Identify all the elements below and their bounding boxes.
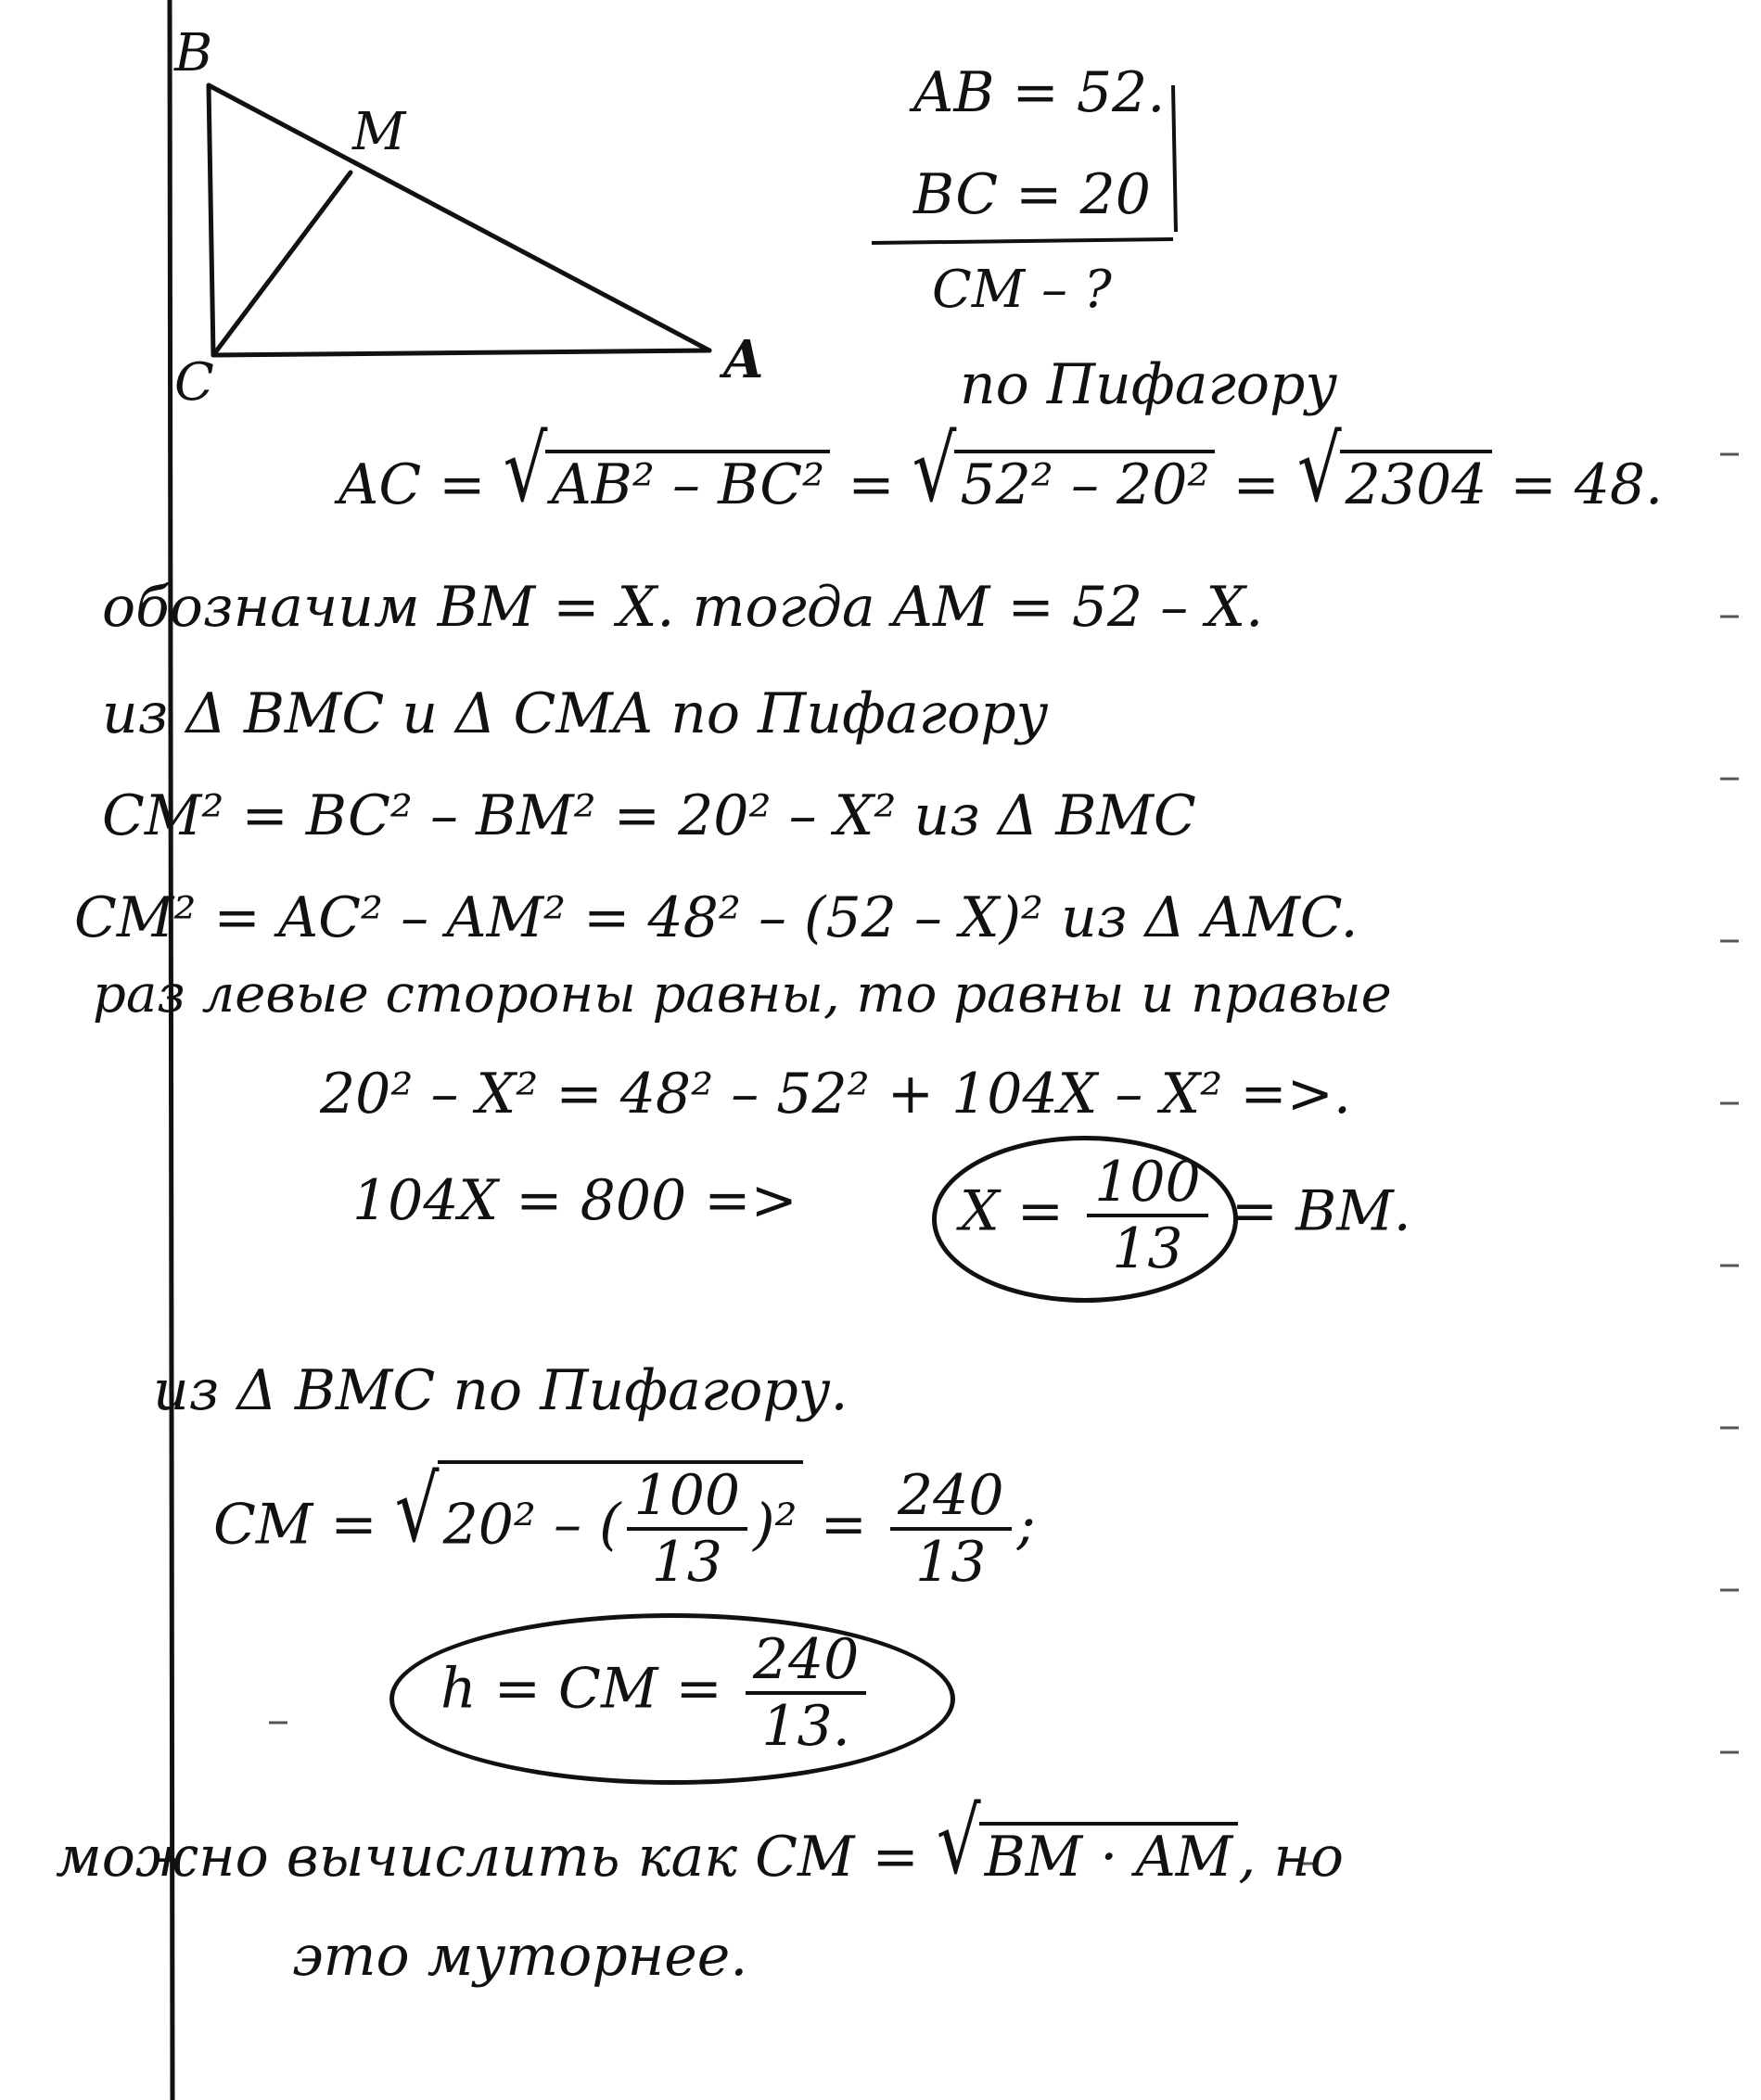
- answer-lhs: h = CM =: [440, 1656, 722, 1722]
- cm-lhs: CM =: [213, 1492, 395, 1558]
- denote-line: обозначим BM = X. тогда AM = 52 – X.: [102, 575, 1264, 640]
- again-line: из Δ BMC по Пифагору.: [153, 1358, 849, 1423]
- sqrt-sign: √: [503, 415, 548, 522]
- x-numerator: 100: [1087, 1154, 1208, 1217]
- ac-mid: =: [830, 452, 912, 517]
- answer-numerator: 240: [746, 1632, 867, 1695]
- cm-squared-bmc: CM² = BC² – BM² = 20² – X² из Δ BMC: [102, 783, 1196, 848]
- side-bc: [209, 85, 213, 355]
- sqrt-sign: √: [936, 1788, 981, 1894]
- vertex-c-label: C: [174, 352, 214, 413]
- x-eq: X =: [960, 1178, 1065, 1244]
- ac-radicand-2: 52² – 20²: [954, 450, 1215, 513]
- ac-formula: [338, 415, 1664, 522]
- given-bc: BC = 20: [913, 162, 1151, 227]
- method-label: по Пифагору: [960, 352, 1338, 417]
- answer-denominator: 13.: [761, 1694, 850, 1759]
- cm-inner-den: 13: [651, 1530, 722, 1595]
- given-bracket: [1173, 85, 1176, 232]
- note-line-1: [56, 1788, 1345, 1894]
- sqrt-sign: √: [912, 415, 957, 522]
- cm-fraction: [890, 1463, 1012, 1595]
- vertex-m-label: M: [352, 102, 406, 162]
- cm-eq: =: [802, 1492, 885, 1558]
- triangle-diagram: [209, 85, 709, 355]
- side-ba: [209, 85, 709, 350]
- given-underline: [872, 239, 1173, 243]
- ac-result: = 48.: [1492, 452, 1664, 517]
- answer-fraction: [746, 1627, 867, 1759]
- from-triangles-line: из Δ BMC и Δ CMA по Пифагору: [102, 681, 1049, 746]
- cm-inner-square: ²: [774, 1492, 798, 1558]
- cm-formula: [213, 1455, 1036, 1595]
- ac-lhs: AC =: [338, 452, 504, 517]
- cm-semicolon: ;: [1016, 1492, 1036, 1558]
- vertex-b-label: B: [174, 23, 213, 83]
- note-line-2: это муторнее.: [292, 1924, 748, 1989]
- answer-line: [440, 1627, 872, 1759]
- segment-cm: [213, 172, 351, 355]
- cm-radicand-start: 20² –: [442, 1492, 600, 1558]
- side-ca: [213, 350, 709, 355]
- x-equals-bm: = BM.: [1231, 1178, 1411, 1244]
- equation-line: 20² – X² = 48² – 52² + 104X – X² =>.: [320, 1062, 1351, 1126]
- x-fraction: [1087, 1150, 1208, 1281]
- ac-radicand-1: AB² – BC²: [545, 450, 830, 513]
- cm-inner-fraction: [627, 1463, 748, 1595]
- find-cm: CM – ?: [932, 260, 1112, 320]
- cm-numerator: 240: [890, 1468, 1012, 1531]
- sqrt-sign: √: [1296, 415, 1342, 522]
- note-radicand: BM · AM: [979, 1822, 1239, 1885]
- margin-line: [170, 0, 172, 2100]
- given-ab: AB = 52.: [913, 60, 1166, 125]
- sqrt-sign: √: [394, 1455, 440, 1562]
- cm-inner-num: 100: [627, 1468, 748, 1531]
- x-denominator: 13: [1112, 1216, 1183, 1281]
- ac-radicand-3: 2304: [1340, 450, 1493, 513]
- cm-squared-amc: CM² = AC² – AM² = 48² – (52 – X)² из Δ AMC.: [74, 885, 1359, 950]
- note-start: можно вычислить как CM =: [56, 1825, 937, 1890]
- solve-lhs: 104X = 800 =>: [352, 1168, 798, 1233]
- x-solution: [960, 1150, 1411, 1281]
- cm-denominator: 13: [915, 1530, 987, 1595]
- vertex-a-label: A: [723, 329, 764, 390]
- cm-radicand: 20² – ( $\frac{100}{13}$ )²: [438, 1460, 803, 1590]
- ac-eq3: =: [1215, 452, 1297, 517]
- sides-equal-line: раз левые стороны равны, то равны и правые: [93, 964, 1392, 1025]
- note-mid: , но: [1238, 1825, 1345, 1890]
